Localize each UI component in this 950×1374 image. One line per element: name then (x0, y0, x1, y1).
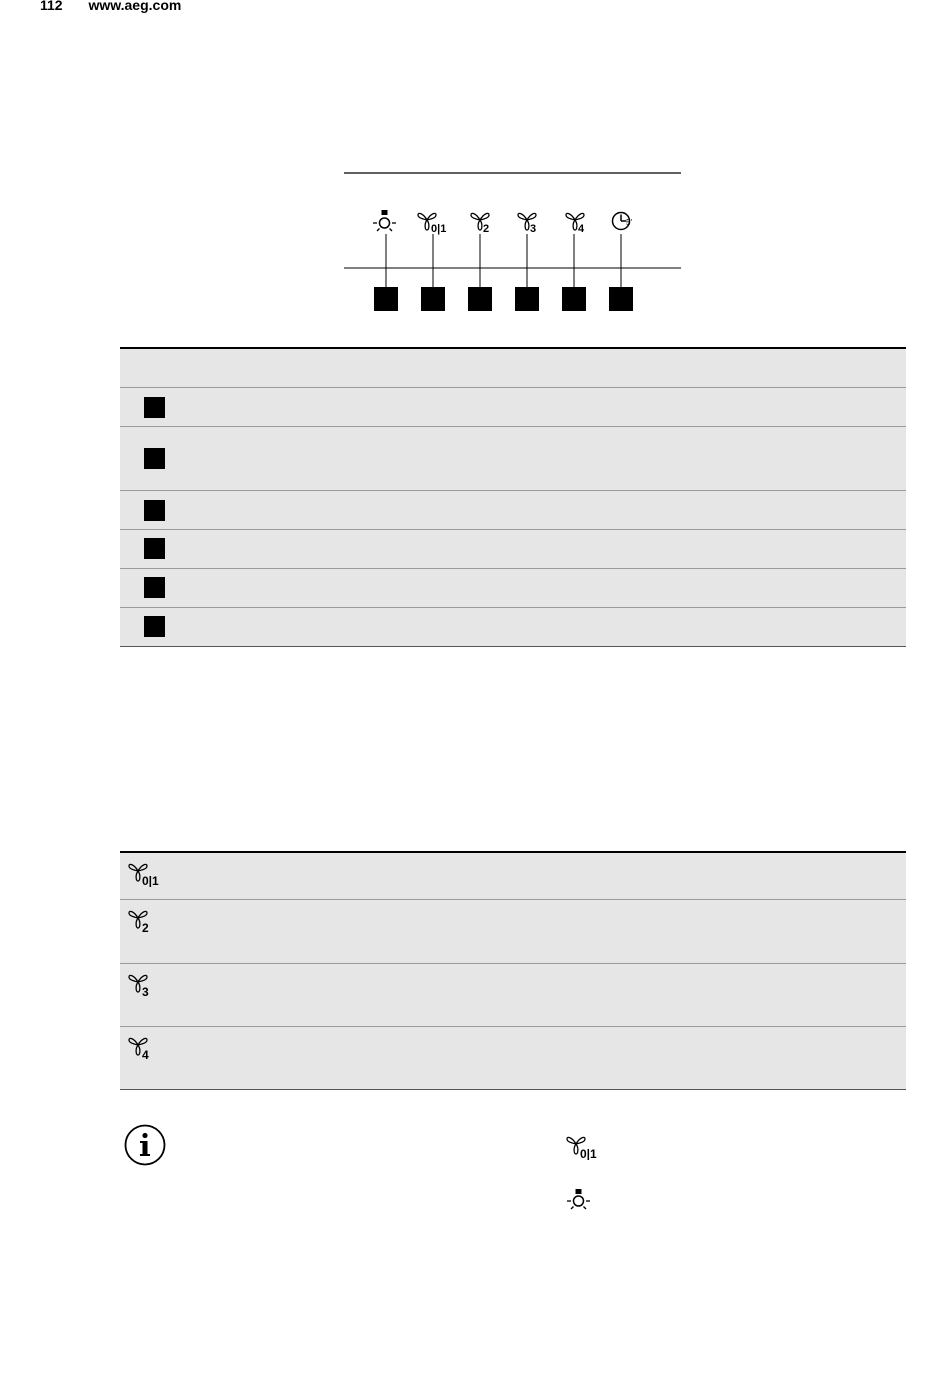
svg-text:4: 4 (142, 1048, 149, 1061)
table-header (120, 347, 906, 388)
svg-text:0|1: 0|1 (431, 223, 447, 235)
fan-0-1-icon (566, 1134, 606, 1165)
number-marker (144, 577, 165, 598)
svg-text:2: 2 (142, 921, 149, 934)
button-marker-1 (374, 287, 398, 311)
fan-0-1-icon (128, 861, 168, 887)
number-marker (144, 538, 165, 559)
svg-text:3: 3 (530, 223, 537, 235)
table-row (120, 851, 906, 900)
control-panel-diagram (344, 172, 681, 312)
table-row (120, 964, 906, 1027)
table-row (120, 900, 906, 964)
website: www.aeg.com (88, 0, 182, 13)
table-row (120, 608, 906, 647)
page-number: 112 (40, 0, 63, 13)
svg-text:3: 3 (142, 985, 149, 998)
page-header (40, 0, 181, 13)
button-marker-4 (515, 287, 539, 311)
fan-3-icon (128, 972, 168, 998)
button-marker-5 (562, 287, 586, 311)
fan-speed-table (120, 851, 906, 1090)
fan-2-icon (128, 908, 168, 934)
fan-2-icon (471, 213, 489, 235)
fan-4-icon (128, 1035, 168, 1061)
svg-text:2: 2 (483, 223, 490, 235)
fan-4-icon (566, 213, 585, 235)
timer-5-icon (613, 213, 633, 230)
table-row (120, 388, 906, 427)
svg-text:0|1: 0|1 (142, 874, 159, 887)
number-marker (144, 500, 165, 521)
svg-text:4: 4 (578, 223, 585, 235)
table-row (120, 427, 906, 491)
table-row (120, 530, 906, 569)
table-row (120, 569, 906, 608)
number-marker (144, 448, 165, 469)
number-marker (144, 616, 165, 637)
table-row (120, 1027, 906, 1090)
info-icon (124, 1124, 166, 1166)
button-marker-3 (468, 287, 492, 311)
button-marker-2 (421, 287, 445, 311)
fan-3-icon (518, 213, 536, 235)
light-icon (566, 1188, 592, 1221)
light-icon (373, 210, 396, 231)
svg-text:5': 5' (626, 218, 632, 227)
button-marker-6 (609, 287, 633, 311)
svg-text:0|1: 0|1 (580, 1147, 597, 1160)
control-panel-table (120, 347, 906, 647)
table-row (120, 491, 906, 530)
fan-0-1-icon (418, 213, 446, 235)
number-marker (144, 397, 165, 418)
